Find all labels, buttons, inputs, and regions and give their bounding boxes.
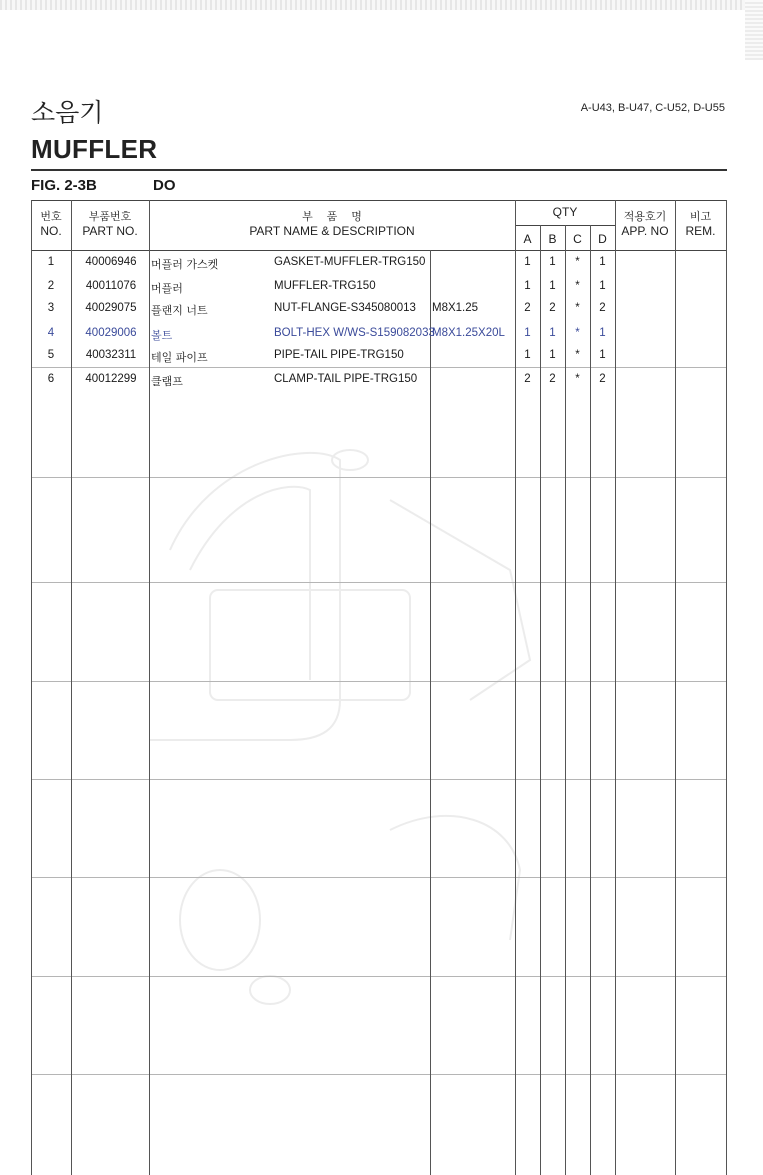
part-name-ko: 테일 파이프: [151, 351, 208, 364]
part-description: BOLT-HEX W/WS-S159082033: [274, 327, 435, 339]
block-separator: [31, 1074, 727, 1075]
parts-table: [31, 200, 727, 1175]
qty-a: 2: [524, 373, 531, 385]
part-spec: M8X1.25: [432, 302, 479, 314]
block-separator: [31, 582, 727, 583]
part-description: PIPE-TAIL PIPE-TRG150: [274, 349, 404, 361]
item-no: 4: [47, 327, 55, 339]
part-description: CLAMP-TAIL PIPE-TRG150: [274, 373, 418, 385]
part-no: 40032311: [85, 349, 137, 361]
qty-c: *: [575, 327, 580, 339]
qty-c: *: [575, 373, 580, 385]
qty-a: 1: [524, 256, 531, 268]
header-app-en: APP. NO: [621, 224, 669, 238]
header-remarks: [675, 210, 726, 238]
part-no: 40006946: [85, 256, 137, 268]
part-name-ko: 플랜지 너트: [151, 304, 208, 317]
header-qty: QTY: [552, 205, 578, 219]
qty-d: 1: [599, 280, 606, 292]
qty-a: 2: [524, 302, 531, 314]
qty-d: 1: [599, 327, 606, 339]
figure-model: DO: [153, 177, 176, 194]
qty-b: 1: [549, 349, 556, 361]
item-no: 5: [47, 349, 55, 361]
model-codes: A-U43, B-U47, C-U52, D-U55: [580, 102, 725, 114]
header-part-no: [71, 210, 149, 238]
item-no: 6: [47, 373, 55, 385]
item-no: 2: [47, 280, 55, 292]
header-app-ko: 적용호기: [623, 210, 667, 223]
block-separator: [31, 477, 727, 478]
qty-d: 2: [599, 302, 606, 314]
part-no: 40029006: [85, 327, 137, 339]
part-name-ko: 머플러 가스켓: [151, 258, 219, 271]
block-separator: [31, 681, 727, 682]
qty-d: 2: [599, 373, 606, 385]
col-rule: [590, 225, 591, 1175]
header-no-en: NO.: [40, 224, 62, 238]
block-separator: [31, 976, 727, 977]
table-top-rule: [31, 200, 727, 201]
qty-a: 1: [524, 327, 531, 339]
qty-c: *: [575, 280, 580, 292]
qty-b: 2: [549, 373, 556, 385]
page-title-korean: 소음기: [31, 98, 104, 127]
figure-label: FIG. 2-3B: [31, 177, 97, 194]
part-description: GASKET-MUFFLER-TRG150: [274, 256, 426, 268]
part-description: NUT-FLANGE-S345080013: [274, 302, 416, 314]
qty-b: 1: [549, 256, 556, 268]
qty-c: *: [575, 302, 580, 314]
part-name-ko: 볼트: [151, 329, 173, 342]
qty-a: 1: [524, 280, 531, 292]
table-header-rule: [31, 250, 727, 251]
item-no: 1: [47, 256, 55, 268]
table-row: [31, 299, 727, 319]
header-app-no: [615, 210, 675, 238]
qty-c: *: [575, 256, 580, 268]
table-row: [31, 253, 727, 273]
part-name-ko: 클램프: [151, 375, 183, 388]
header-part-ko: 부품번호: [88, 210, 132, 223]
header-name-en: PART NAME & DESCRIPTION: [249, 224, 415, 238]
group-separator: [31, 367, 727, 368]
header-no-ko: 번호: [40, 210, 62, 223]
header-qty-d: D: [598, 232, 607, 246]
qty-c: *: [575, 349, 580, 361]
table-row: [31, 346, 727, 366]
part-name-ko: 머플러: [151, 282, 183, 295]
header-description: [149, 210, 515, 238]
item-no: 3: [47, 302, 55, 314]
qty-b: 2: [549, 302, 556, 314]
header-rem-ko: 비고: [689, 210, 712, 223]
scan-edge-right: [745, 0, 763, 60]
col-rule: [540, 225, 541, 1175]
scan-edge: [0, 0, 763, 10]
header-qty-b: B: [548, 232, 557, 246]
header-part-en: PART NO.: [82, 224, 138, 238]
header-name-ko: 부 품 명: [302, 210, 362, 223]
block-separator: [31, 877, 727, 878]
table-row: [31, 324, 727, 344]
block-separator: [31, 779, 727, 780]
table-row: [31, 370, 727, 390]
header-no: [31, 210, 71, 238]
part-description: MUFFLER-TRG150: [274, 280, 376, 292]
qty-a: 1: [524, 349, 531, 361]
title-rule: [31, 169, 727, 171]
table-row: [31, 277, 727, 297]
col-rule: [565, 225, 566, 1175]
qty-d: 1: [599, 256, 606, 268]
header-rem-en: REM.: [685, 224, 716, 238]
page-title: MUFFLER: [31, 134, 158, 164]
part-spec: M8X1.25X20L: [432, 327, 505, 339]
qty-d: 1: [599, 349, 606, 361]
part-no: 40029075: [85, 302, 137, 314]
header-qty-c: C: [573, 232, 582, 246]
part-no: 40012299: [85, 373, 137, 385]
qty-b: 1: [549, 327, 556, 339]
header-qty-a: A: [523, 232, 532, 246]
part-no: 40011076: [85, 280, 137, 292]
qty-b: 1: [549, 280, 556, 292]
